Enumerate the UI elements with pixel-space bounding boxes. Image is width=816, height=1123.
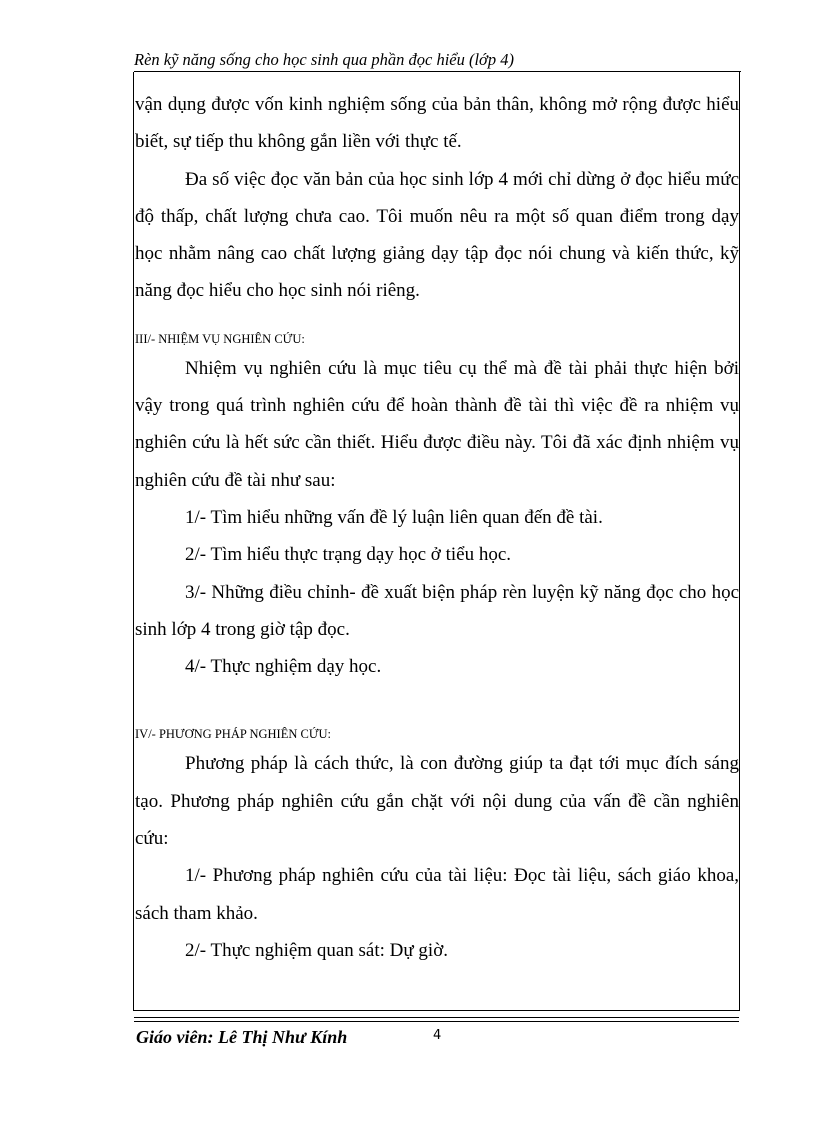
- page-content: [135, 86, 739, 969]
- method-item-2: 2/- Thực nghiệm quan sát: Dự giờ.: [185, 939, 449, 961]
- method-item-1: 1/- Phương pháp nghiên cứu của tài liệu: Đọc tài liệu, sách giáo khoa, sách tham khảo.: [135, 865, 739, 924]
- paragraph-methods-intro: Phương pháp là cách thức, là con đường giúp ta đạt tới mục đích sáng tạo. Phương pháp nghiên cứu gắn chặt với nội dung của vấn đề cần nghiên cứu:: [135, 753, 739, 850]
- task-item-2: 2/- Tìm hiểu thực trạng dạy học ở tiểu học.: [185, 544, 512, 566]
- footer-rule-bottom: [134, 1021, 739, 1022]
- footer-author: Giáo viên: Lê Thị Như Kính: [136, 1027, 348, 1047]
- paragraph-reading-quality: Đa số việc đọc văn bản của học sinh lớp 4 mới chỉ dừng ở đọc hiểu mức độ thấp, chất lượng chưa cao. Tôi muốn nêu ra một số quan điểm trong dạy học nhằm nâng cao chất lượng giảng dạy tập đọc nói chung và kiến thức, kỹ năng đọc hiểu cho học sinh nói riêng.: [135, 168, 739, 302]
- page-number: 4: [433, 1028, 442, 1043]
- section-heading-tasks: III/- NHIỆM VỤ NGHIÊN CỨU:: [135, 331, 305, 346]
- task-item-3: 3/- Những điều chỉnh- đề xuất biện pháp rèn luyện kỹ năng đọc cho học sinh lớp 4 trong giờ tập đọc.: [135, 581, 739, 640]
- task-item-4: 4/- Thực nghiệm dạy học.: [185, 656, 382, 678]
- task-item-1: 1/- Tìm hiểu những vấn đề lý luận liên quan đến đề tài.: [185, 506, 603, 528]
- paragraph-continuation: vận dụng được vốn kinh nghiệm sống của bản thân, không mở rộng được hiểu biết, sự tiếp thu không gắn liền với thực tế.: [135, 94, 739, 153]
- footer-rule-top: [134, 1017, 739, 1018]
- section-heading-methods: IV/- PHƯƠNG PHÁP NGHIÊN CỨU:: [135, 727, 332, 742]
- running-header: Rèn kỹ năng sống cho học sinh qua phần đọc hiểu (lớp 4): [134, 50, 514, 69]
- paragraph-tasks-intro: Nhiệm vụ nghiên cứu là mục tiêu cụ thể mà đề tài phải thực hiện bởi vậy trong quá trình nghiên cứu để hoàn thành đề tài thì việc đề ra nhiệm vụ nghiên cứu là hết sức cần thiết. Hiểu được điều này. Tôi đã xác định nhiệm vụ nghiên cứu đề tài như sau:: [135, 357, 739, 491]
